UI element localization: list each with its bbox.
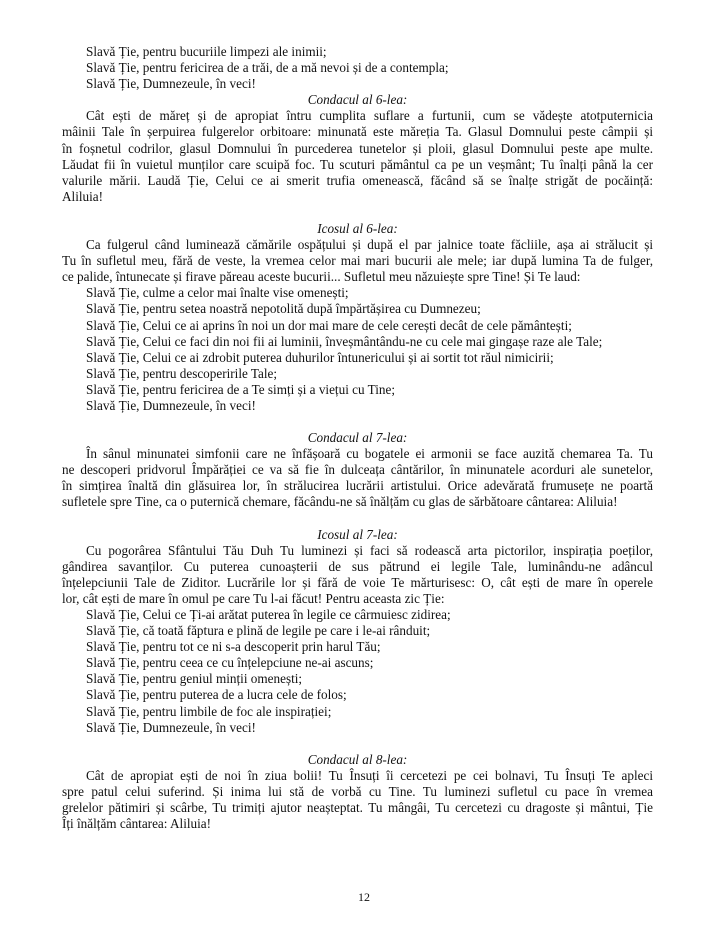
verse-line: Slavă Ție, Celui ce faci din noi fii ai luminii, înveșmântându-ne cu cele mai gingașe raze ale Tale; [86, 333, 603, 349]
paragraph [62, 108, 653, 205]
verse-line: Slavă Ție, pentru fericirea de a trăi, de a mă nevoi și de a contempla; [86, 60, 449, 76]
verse-line: Slavă Ție, pentru bucuriile limpezi ale inimii; [86, 44, 327, 59]
paragraph [62, 237, 653, 285]
section-heading: Condacul al 7-lea: [307, 430, 408, 446]
text-line: Ca fulgerul când luminează cămările ospățului și după el par jalnice toate făcliile, așa ai strălucit și [86, 237, 653, 253]
text-line: Lăudat fii în vuietul munților care scuipă foc. Tu scuturi pământul ca pe un veșmânt; Tu înalți până la cer [62, 156, 653, 172]
verse-line: Slavă Ție, pentru fericirea de a Te simți și a viețui cu Tine; [86, 381, 396, 397]
text-line: Tu în sufletul meu, fără de veste, la vremea celor mai mari bucurii ale mele; iar după lumina Ta de fulger, [62, 253, 653, 269]
verse-list [62, 607, 653, 736]
verse-line: Slavă Ție, pentru ceea ce cu înțelepciune ne-ai ascuns; [86, 655, 374, 671]
verse-line: Slavă Ție, pentru geniul minții omenești; [86, 671, 303, 687]
verse-line: Slavă Ție, pentru setea noastră nepotolită după împărtășirea cu Dumnezeu; [86, 301, 481, 317]
text-line: grelelor pătimiri și scârbe, Tu trimiți ajutor neașteptat. Tu mângâi, Tu cercetezi cu dragoste și mântui, Ție [62, 800, 653, 816]
text-line: ce palide, întunecate și firave păreau aceste bucurii... Sufletul meu năzuiește spre Tine! Și Te laud: [62, 269, 581, 285]
verse-line: Slavă Ție, Celui ce ai aprins în noi un dor mai mare de cele cerești decât de cele pământești; [86, 317, 572, 333]
document-body [62, 44, 653, 832]
verse-line: Slavă Ție, pentru tot ce ni s-a descoperit prin harul Tău; [86, 639, 381, 655]
section-spacer [62, 736, 653, 752]
text-line: ne descoperi pridvorul Împărăției ce va să fie în dulceața cântărilor, în minunatele acorduri ale sunetelor, [62, 462, 653, 478]
verse-line: Slavă Ție, Celui ce Ți-ai arătat puterea în legile ce cârmuiesc zidirea; [86, 607, 451, 622]
text-line: În sânul minunatei simfonii care ne înfășoară cu bogatele ei armonii se face auzită chemarea Ta. Tu [86, 446, 653, 462]
text-line: în foșnetul codrilor, glasul Domnului în purcederea tunetelor și ploii, glasul Domnului peste ape multe. [62, 140, 653, 156]
verse-line: Slavă Ție, că toată făptura e plină de legile pe care i le-ai rânduit; [86, 623, 431, 639]
verse-line: Slavă Ție, Dumnezeule, în veci! [86, 76, 256, 92]
page-number: 12 [358, 890, 370, 904]
verse-list [62, 44, 653, 92]
text-line: Îți înălțăm cântarea: Aliluia! [62, 816, 212, 832]
text-line: înțelepciunii Tale de Ziditor. Lucrările lor și fără de voie Te mărturisesc: O, cât ești de mare în operele [62, 574, 653, 590]
section-heading: Icosul al 6-lea: [317, 220, 398, 236]
verse-line: Slavă Ție, Celui ce ai zdrobit puterea duhurilor întunericului și ai sortit tot răul nimicirii; [86, 349, 554, 365]
paragraph [62, 768, 653, 832]
verse-list [62, 285, 653, 414]
verse-line: Slavă Ție, pentru descoperirile Tale; [86, 365, 278, 381]
verse-line: Slavă Ție, culme a celor mai înalte vise omenești; [86, 285, 349, 301]
text-line: Cât de apropiat ești de noi în ziua bolii! Tu Însuți îi cercetezi pe cei bolnavi, Tu Însuți Te apleci [86, 767, 653, 783]
text-line: spre patul celui suferind. Și inima lui stă de vorbă cu Tine. Tu luminezi sufletul cu pace în vremea [62, 783, 653, 799]
verse-line: Slavă Ție, Dumnezeule, în veci! [86, 719, 256, 735]
text-line: Cât ești de măreț și de apropiat întru cumplita suflare a furtunii, cum se vădește atotputernicia [86, 108, 653, 124]
text-line: în simțirea înaltă din glăsuirea lor, în strălucirea lucrării artistului. Orice adevărată frumusețe ne poartă [62, 478, 653, 494]
text-line: Aliluia! [62, 188, 104, 204]
section-heading: Condacul al 8-lea: [307, 751, 408, 767]
paragraph [62, 446, 653, 510]
section-heading: Icosul al 7-lea: [317, 526, 398, 542]
section-spacer [62, 511, 653, 527]
verse-line: Slavă Ție, pentru puterea de a lucra cele de folos; [86, 687, 347, 703]
section-spacer [62, 205, 653, 221]
verse-line: Slavă Ție, Dumnezeule, în veci! [86, 397, 256, 413]
text-line: Cu pogorârea Sfântului Tău Duh Tu luminezi și faci să rodească arta pictorilor, inspirația poeților, [86, 542, 653, 558]
text-line: gândirea savanților. Cu puterea cunoașterii de sus pătrund ei legile Tale, luminându-ne adâncul [62, 558, 653, 574]
text-line: sufletele spre Tine, ca o puternică chemare, făcându-ne să înălțăm cu glas de sărbătoare cântarea: Aliluia! [62, 494, 618, 510]
verse-line: Slavă Ție, pentru limbile de foc ale inspirației; [86, 703, 332, 719]
text-line: lor, cât ești de mare în omul pe care Tu l-ai făcut! Pentru aceasta zic Ție: [62, 590, 445, 606]
text-line: valurile mării. Laudă Ție, Celui ce ai smerit trufia omenească, făcând să se înalțe strigăt de pocăință: [62, 172, 653, 188]
paragraph [62, 543, 653, 607]
section-spacer [62, 414, 653, 430]
text-line: mâinii Tale în șerpuirea fulgerelor orbitoare: minunată este măreția Ta. Glasul Domnului peste câmpii și [62, 124, 653, 140]
section-heading: Condacul al 6-lea: [307, 92, 408, 108]
